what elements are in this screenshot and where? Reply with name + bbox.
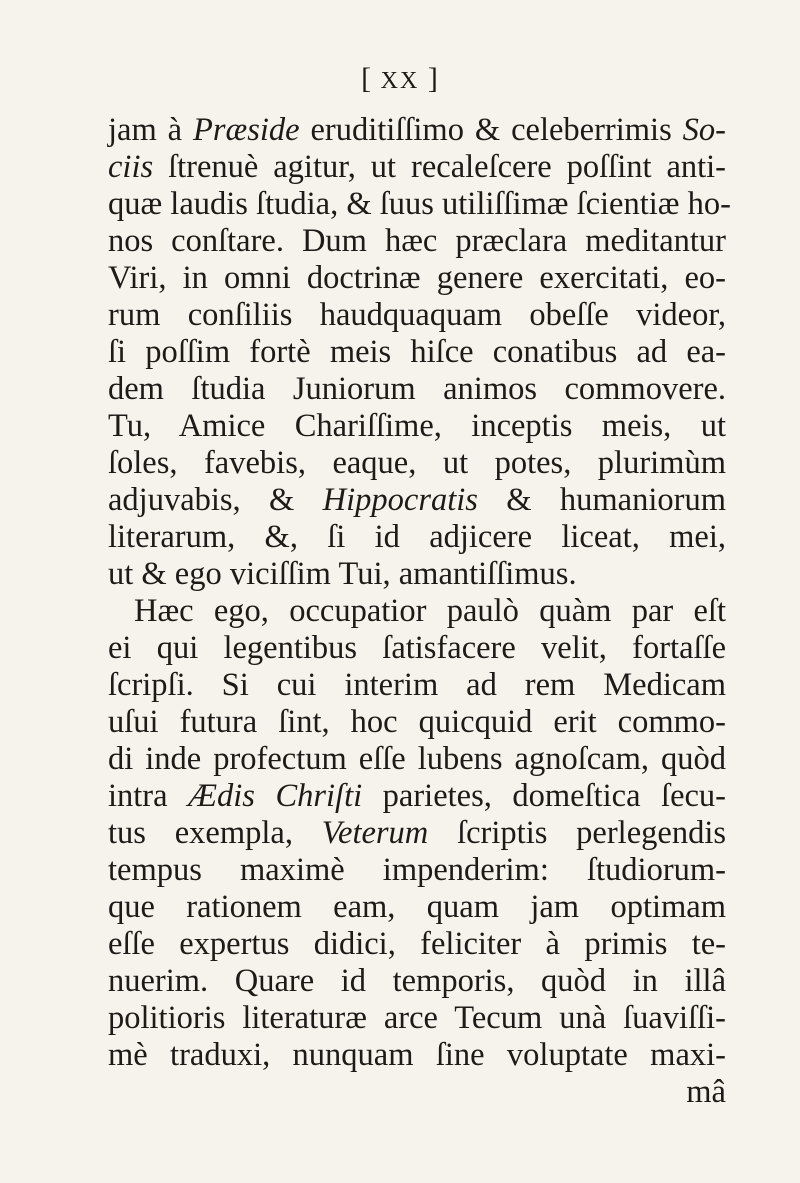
text-segment: mâ — [686, 1074, 726, 1110]
text-line — [108, 260, 726, 297]
text-segment: di inde profectum eſſe lubens agnoſcam, quòd — [108, 741, 726, 777]
text-segment: jam à — [108, 112, 194, 148]
text-segment: ſoles, favebis, eaque, ut potes, plurimùm — [108, 445, 726, 481]
text-segment: adjuvabis, & — [108, 482, 323, 518]
text-segment: Viri, in omni doctrinæ genere exercitati, eo- — [108, 260, 726, 296]
text-segment: tempus maximè impenderim: ſtudiorum- — [108, 852, 726, 888]
text-line — [108, 630, 726, 667]
text-segment: ſtrenuè agitur, ut recaleſcere poſſint anti- — [153, 149, 726, 185]
text-line — [108, 963, 726, 1000]
italic-word: So- — [682, 112, 726, 148]
text-segment: uſui futura ſint, hoc quicquid erit commo- — [108, 704, 726, 740]
text-line — [108, 741, 726, 778]
text-segment: nuerim. Quare id temporis, quòd in illâ — [108, 963, 726, 999]
text-line — [108, 778, 726, 815]
page-number-bracket-open: [ — [361, 62, 373, 95]
text-segment: Tu, Amice Chariſſime, inceptis meis, ut — [108, 408, 726, 444]
italic-word: Ædis — [188, 778, 255, 814]
text-line — [108, 889, 726, 926]
text-line — [108, 815, 726, 852]
text-segment: que rationem eam, quam jam optimam — [108, 889, 726, 925]
text-segment: politioris literaturæ arce Tecum unà ſuaviſſi- — [108, 1000, 726, 1036]
text-segment — [255, 778, 276, 814]
text-segment: eruditiſſimo & celeberrimis — [299, 112, 683, 148]
text-line — [108, 297, 726, 334]
text-segment: ſi poſſim fortè meis hiſce conatibus ad ea- — [108, 334, 726, 370]
text-line — [108, 1037, 726, 1074]
text-segment: literarum, &, ſi id adjicere liceat, mei, — [108, 519, 726, 555]
text-line — [108, 112, 726, 149]
text-segment: & humaniorum — [477, 482, 726, 518]
text-segment: eſſe expertus didici, feliciter à primis te- — [108, 926, 726, 962]
text-segment: rum conſiliis haudquaquam obeſſe videor, — [108, 297, 726, 333]
text-line — [108, 334, 726, 371]
text-segment: nos conſtare. Dum hæc præclara meditantur — [108, 223, 726, 259]
text-line — [108, 482, 726, 519]
page-number-bracket-close: ] — [427, 62, 439, 95]
text-line — [108, 704, 726, 741]
text-segment: quæ laudis ſtudia, & ſuus utiliſſimæ ſcientiæ ho- — [108, 186, 731, 222]
text-segment: ut & ego viciſſim Tui, amantiſſimus. — [108, 556, 577, 592]
italic-word: Veterum — [321, 815, 429, 851]
text-segment: ſcripſi. Si cui interim ad rem Medicam — [108, 667, 726, 703]
text-segment: Hæc ego, occupatior paulò quàm par eſt — [134, 593, 726, 629]
text-line — [108, 371, 726, 408]
text-line — [108, 852, 726, 889]
text-segment: parietes, domeſtica ſecu- — [362, 778, 727, 814]
text-line — [108, 667, 726, 704]
text-line — [108, 149, 726, 186]
body-text — [108, 112, 731, 1111]
text-segment: tus exempla, — [108, 815, 322, 851]
text-line — [108, 593, 726, 630]
text-line — [108, 519, 726, 556]
text-line — [108, 223, 726, 260]
text-segment: ſcriptis perlegendis — [428, 815, 726, 851]
page-number — [0, 62, 800, 96]
text-line — [108, 445, 726, 482]
text-segment: mè traduxi, nunquam ſine voluptate maxi- — [108, 1037, 726, 1073]
text-segment: intra — [108, 778, 189, 814]
text-line — [108, 926, 726, 963]
text-segment: dem ſtudia Juniorum animos commovere. — [108, 371, 726, 407]
catchword — [108, 1074, 726, 1111]
italic-word: Hippocratis — [322, 482, 478, 518]
page-number-value: XX — [380, 68, 420, 94]
text-line — [108, 408, 726, 445]
text-line — [108, 1000, 726, 1037]
italic-word: ciis — [108, 149, 154, 185]
text-segment: ei qui legentibus ſatisfacere velit, fortaſſe — [108, 630, 726, 666]
text-line — [108, 556, 726, 593]
italic-word: Præside — [193, 112, 300, 148]
text-line — [108, 186, 731, 223]
italic-word: Chriſti — [275, 778, 363, 814]
